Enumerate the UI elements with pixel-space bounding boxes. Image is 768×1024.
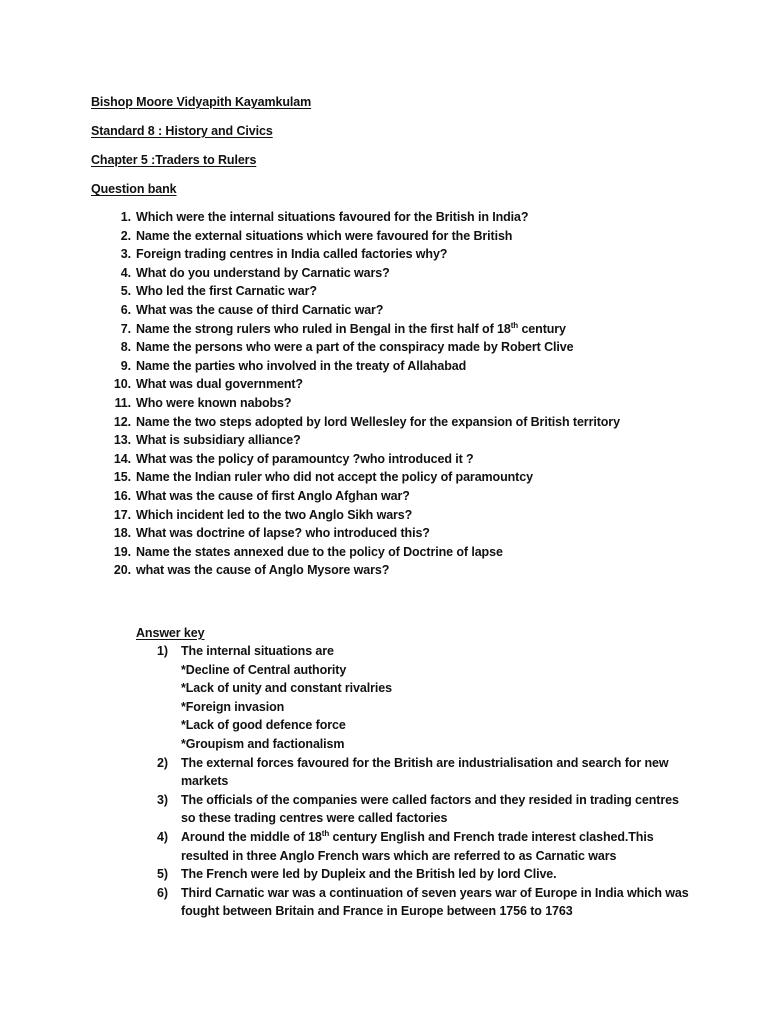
question-text: Name the states annexed due to the policy of Doctrine of lapse <box>136 544 503 559</box>
question-item <box>91 338 751 357</box>
question-text: What is subsidiary alliance? <box>136 433 301 448</box>
question-number: 5. <box>120 284 131 299</box>
answer-line: The officials of the companies were called factors and they resided in trading centres <box>181 792 679 807</box>
answer-text-part: century English and French trade interest clashed.This <box>329 829 654 844</box>
question-text: Which were the internal situations favoured for the British in India? <box>136 210 529 224</box>
question-number: 18. <box>113 526 131 541</box>
question-list <box>91 208 751 580</box>
answer-line: The internal situations are <box>181 644 334 658</box>
question-text: Name the external situations which were favoured for the British <box>136 228 513 243</box>
question-item <box>91 264 751 283</box>
question-item <box>91 487 751 506</box>
question-text: What was the cause of third Carnatic war? <box>136 302 384 317</box>
question-number: 11. <box>114 395 131 410</box>
question-text-part: Name the strong rulers who ruled in Bengal in the first half of 18 <box>136 321 511 336</box>
question-item <box>91 301 751 320</box>
standard-heading: Standard 8 : History and Civics <box>91 124 273 138</box>
question-text: What was the cause of first Anglo Afghan war? <box>136 488 410 503</box>
answer-number: 5) <box>157 867 168 882</box>
ordinal-superscript: th <box>510 320 519 330</box>
question-item <box>91 506 751 525</box>
question-text: Who led the first Carnatic war? <box>136 284 317 299</box>
answer-item <box>136 754 716 791</box>
answer-line <box>181 828 716 847</box>
answer-item <box>136 865 716 884</box>
question-number: 13. <box>113 433 131 448</box>
question-text: Who were known nabobs? <box>136 395 292 410</box>
question-number: 17. <box>113 507 131 522</box>
answer-line: *Lack of good defence force <box>181 718 346 733</box>
question-item <box>91 431 751 450</box>
answer-line: markets <box>181 774 229 789</box>
question-item <box>91 282 751 301</box>
school-name: Bishop Moore Vidyapith Kayamkulam <box>91 95 312 109</box>
question-number: 16. <box>113 488 131 503</box>
ordinal-superscript: th <box>321 828 330 838</box>
question-text: Name the parties who involved in the treaty of Allahabad <box>136 358 467 373</box>
question-item <box>91 227 751 246</box>
answer-number: 1) <box>157 644 168 658</box>
question-number: 12. <box>113 414 131 429</box>
question-item <box>91 375 751 394</box>
question-number: 2. <box>120 228 131 243</box>
answer-body <box>181 642 716 754</box>
answer-line: so these trading centres were called factories <box>181 811 448 826</box>
question-text: Name the Indian ruler who did not accept the policy of paramountcy <box>136 470 533 485</box>
question-text <box>136 320 566 339</box>
answer-text-part: Around the middle of 18 <box>181 829 322 844</box>
question-item <box>91 245 751 264</box>
question-number: 20. <box>113 563 131 578</box>
question-number: 9. <box>120 358 131 373</box>
question-text: Which incident led to the two Anglo Sikh wars? <box>136 507 413 522</box>
question-item <box>91 208 751 227</box>
question-number: 4. <box>120 265 131 280</box>
question-text: What was the policy of paramountcy ?who introduced it ? <box>136 451 474 466</box>
answer-body <box>181 865 716 884</box>
question-number: 7. <box>120 321 131 336</box>
question-number: 10. <box>113 377 131 392</box>
answer-line: fought between Britain and France in Europe between 1756 to 1763 <box>181 904 573 919</box>
question-item <box>91 320 751 339</box>
question-number: 6. <box>120 302 131 317</box>
question-number: 3. <box>120 247 131 262</box>
answer-line: The French were led by Dupleix and the British led by lord Clive. <box>181 867 557 882</box>
answer-line: *Decline of Central authority <box>181 662 347 677</box>
answer-body <box>181 884 716 921</box>
question-text: What was dual government? <box>136 377 303 392</box>
question-text-part: century <box>518 321 566 336</box>
answer-line: The external forces favoured for the British are industrialisation and search for new <box>181 755 669 770</box>
answer-number: 3) <box>157 792 168 807</box>
answer-item <box>136 791 716 828</box>
answer-line: Third Carnatic war was a continuation of seven years war of Europe in India which was <box>181 885 689 900</box>
question-item <box>91 450 751 469</box>
question-item <box>91 561 751 580</box>
question-number: 14. <box>113 451 131 466</box>
question-number: 8. <box>120 340 131 355</box>
question-item <box>91 468 751 487</box>
chapter-heading: Chapter 5 :Traders to Rulers <box>91 153 257 167</box>
question-text: what was the cause of Anglo Mysore wars? <box>136 563 390 578</box>
answer-item <box>136 642 716 754</box>
question-bank-heading: Question bank <box>91 182 177 196</box>
question-item <box>91 543 751 562</box>
answer-body <box>181 754 716 791</box>
answer-key-heading: Answer key <box>136 626 205 640</box>
answer-list <box>136 642 716 921</box>
answer-line: *Lack of unity and constant rivalries <box>181 681 392 696</box>
question-item <box>91 524 751 543</box>
answer-number: 6) <box>157 885 168 900</box>
question-number: 1. <box>120 210 131 224</box>
answer-body <box>181 828 716 865</box>
answer-line: *Groupism and factionalism <box>181 736 345 751</box>
answer-line: resulted in three Anglo French wars which are referred to as Carnatic wars <box>181 848 617 863</box>
question-item <box>91 413 751 432</box>
answer-number: 4) <box>157 829 168 844</box>
question-number: 19. <box>113 544 131 559</box>
question-item <box>91 394 751 413</box>
question-item <box>91 357 751 376</box>
answer-line: *Foreign invasion <box>181 699 285 714</box>
answer-number: 2) <box>157 755 168 770</box>
question-number: 15. <box>113 470 131 485</box>
question-text: Name the persons who were a part of the conspiracy made by Robert Clive <box>136 340 574 355</box>
question-text: What do you understand by Carnatic wars? <box>136 265 390 280</box>
answer-item <box>136 884 716 921</box>
question-text: Foreign trading centres in India called factories why? <box>136 247 448 262</box>
answer-body <box>181 791 716 828</box>
question-text: Name the two steps adopted by lord Wellesley for the expansion of British territory <box>136 414 620 429</box>
answer-item <box>136 828 716 865</box>
question-text: What was doctrine of lapse? who introduced this? <box>136 526 430 541</box>
